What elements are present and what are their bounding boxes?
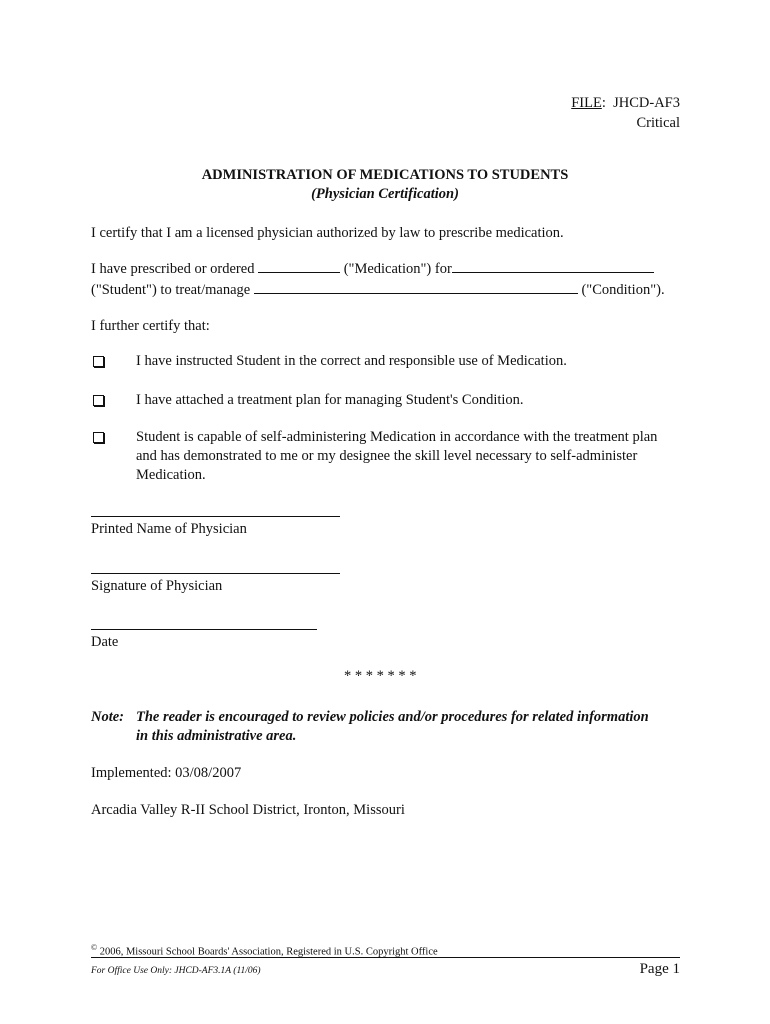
checkbox-instructed[interactable] [93, 356, 104, 367]
checkbox-self-administer[interactable] [93, 432, 104, 443]
implemented-date: Implemented: 03/08/2007 [91, 765, 242, 781]
item-treatment-plan: I have attached a treatment plan for managing Student's Condition. [136, 392, 524, 408]
prescribed-line [91, 259, 654, 279]
item-self-administer-line3: Medication. [136, 467, 206, 483]
copyright-symbol: © [91, 943, 98, 952]
copyright-text: 2006, Missouri School Boards' Association, Registered in U.S. Copyright Office [99, 946, 438, 958]
checkbox-treatment-plan[interactable] [93, 395, 104, 406]
note-label: Note: [91, 709, 125, 725]
item-self-administer-line2: and has demonstrated to me or my designee the skill level necessary to self-administer [136, 448, 638, 464]
office-use-code: For Office Use Only: JHCD-AF3.1A (11/06) [91, 966, 261, 976]
district-name: Arcadia Valley R-II School District, Ironton, Missouri [91, 802, 405, 818]
page-number: Page 1 [639, 961, 680, 977]
document-title: ADMINISTRATION OF MEDICATIONS TO STUDENTS [201, 167, 569, 183]
file-label: FILE [571, 95, 602, 111]
student-line [91, 280, 665, 300]
item-instructed: I have instructed Student in the correct and responsible use of Medication. [136, 353, 567, 369]
signature-line[interactable] [91, 573, 340, 574]
student-field[interactable] [452, 259, 654, 273]
note-line1: The reader is encouraged to review policies and/or procedures for related information [136, 709, 649, 725]
printed-name-label: Printed Name of Physician [91, 521, 247, 537]
medication-field[interactable] [258, 259, 340, 273]
date-line[interactable] [91, 629, 317, 630]
file-code: JHCD-AF3 [613, 95, 680, 111]
file-header: FILE: JHCD-AF3 [571, 95, 680, 111]
certify-statement: I certify that I am a licensed physician authorized by law to prescribe medication. [91, 225, 564, 241]
document-subtitle: (Physician Certification) [311, 186, 459, 202]
asterisk-separator: * * * * * * * [344, 668, 417, 684]
footer-rule [91, 957, 680, 958]
prescribed-text-a: I have prescribed or ordered [91, 261, 255, 277]
condition-field[interactable] [254, 280, 578, 294]
copyright-notice [91, 943, 438, 958]
signature-label: Signature of Physician [91, 578, 223, 594]
prescribed-text-b: ("Medication") for [343, 261, 452, 277]
note-line2: in this administrative area. [136, 728, 297, 744]
printed-name-line[interactable] [91, 516, 340, 517]
classification: Critical [636, 115, 680, 131]
further-certify: I further certify that: [91, 318, 210, 334]
item-self-administer-line1: Student is capable of self-administering Medication in accordance with the treatment plan [136, 429, 658, 445]
student-text-b: ("Condition"). [581, 282, 665, 298]
student-text-a: ("Student") to treat/manage [91, 282, 251, 298]
date-label: Date [91, 634, 119, 650]
